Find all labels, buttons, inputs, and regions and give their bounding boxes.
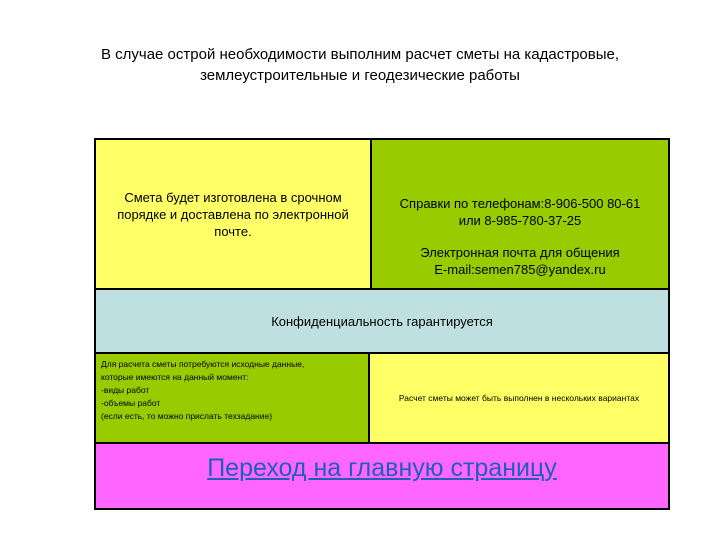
phones-line-1: Справки по телефонам:8-906-500 80-61 [399,196,641,211]
required-data-cell [95,353,369,443]
heading-line-1: В случае острой необходимости выполним расчет сметы на кадастровые, [100,46,620,63]
required-data-line: которые имеются на данный момент: [101,372,249,382]
spacer [382,229,658,244]
email-address: E-mail:semen785@yandex.ru [434,262,606,277]
footer-cell [95,443,669,509]
page-heading [40,44,680,86]
required-data-line: -виды работ [101,385,150,395]
urgent-estimate-text: Смета будет изготовлена в срочном порядке и доставлена по электронной почте. [117,189,349,239]
contacts-cell [371,139,669,289]
variants-text: Расчет сметы может быть выполнен в нескольких вариантах [398,393,640,403]
confidentiality-cell [95,289,669,353]
variants-cell [369,353,669,443]
urgent-estimate-cell [95,139,371,289]
email-label: Электронная почта для общения [420,245,620,260]
phones-line-2: или 8-985-780-37-25 [458,213,582,228]
info-table [94,138,670,510]
confidentiality-text: Конфиденциальность гарантируется [271,313,493,329]
required-data-line: (если есть, то можно прислать техзадание) [101,411,273,421]
required-data-line: Для расчета сметы потребуются исходные данные, [101,359,305,369]
heading-line-2: землеустроительные и геодезические работы [200,67,520,84]
main-page-link[interactable]: Переход на главную страницу [207,454,557,482]
required-data-line: -объемы работ [101,398,161,408]
